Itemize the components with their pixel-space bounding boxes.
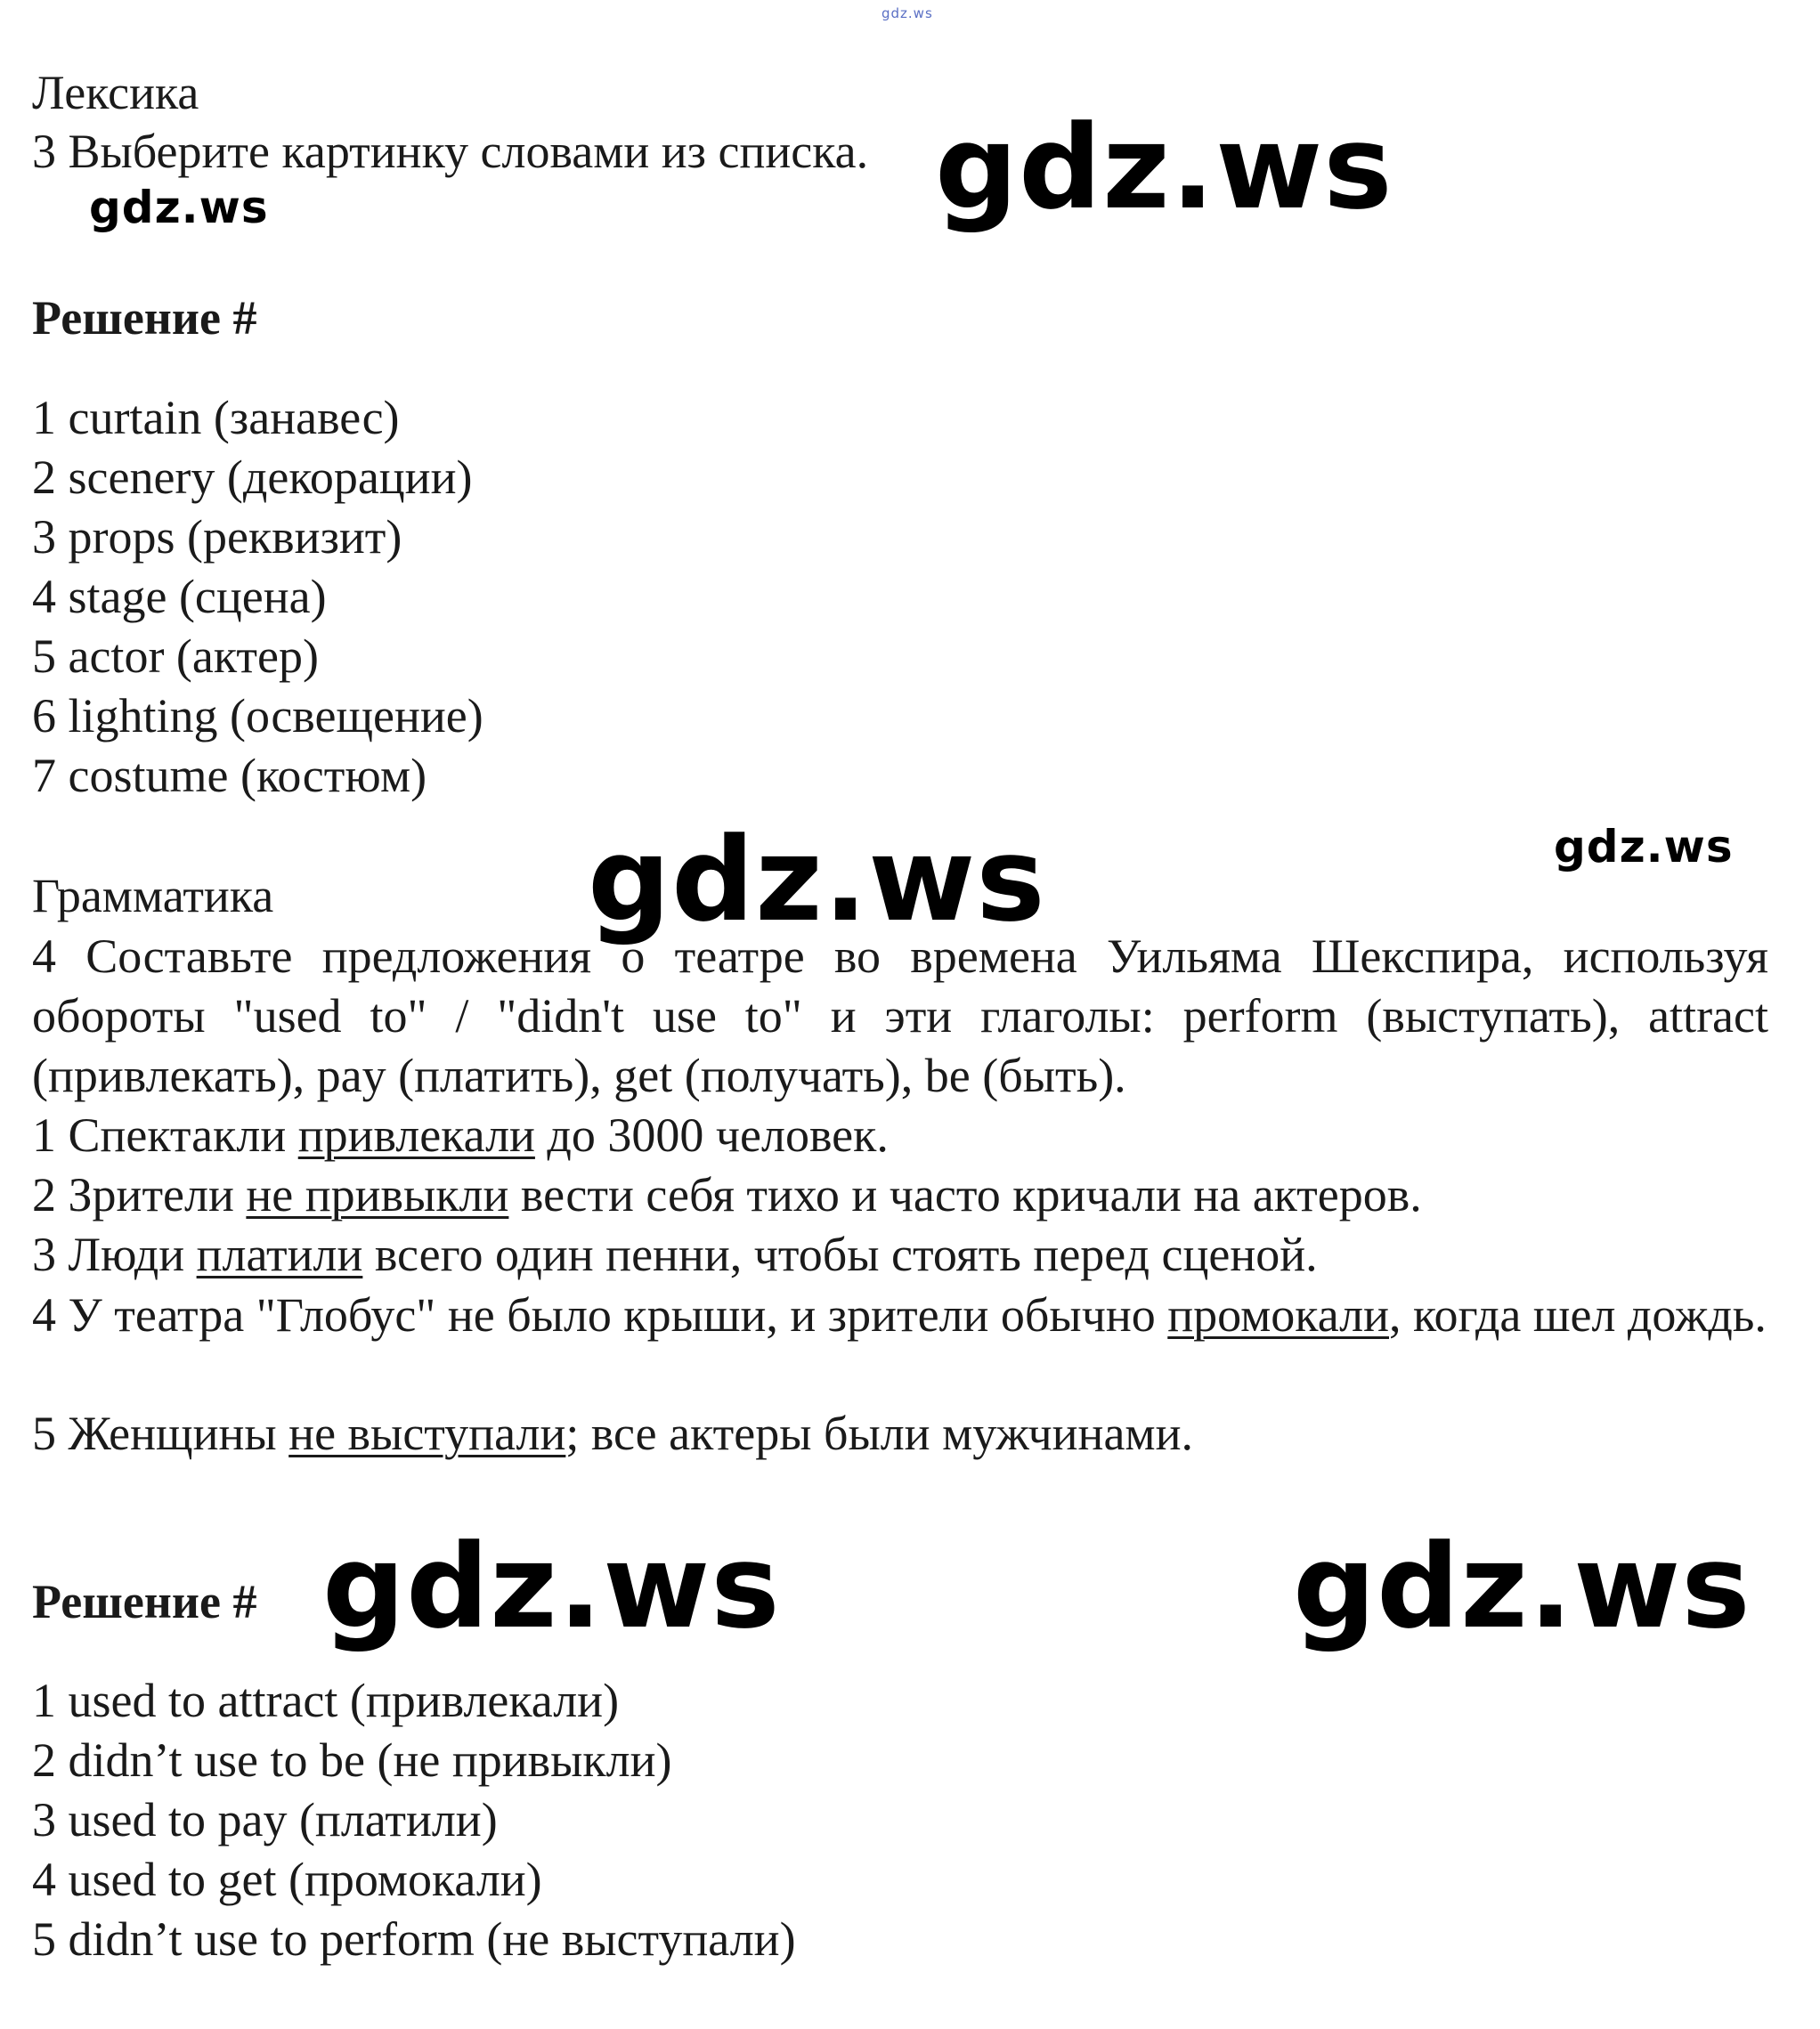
sentence-text: 3 Люди [32, 1228, 197, 1281]
sentence-text: 5 Женщины [32, 1407, 289, 1460]
sentence-line [32, 1107, 889, 1164]
sentence-text: вести себя тихо и часто кричали на актеров. [508, 1168, 1422, 1221]
watermark-top: gdz.ws [882, 5, 933, 21]
answer-line: 6 lighting (освещение) [32, 689, 483, 743]
watermark: gdz.ws [1293, 1519, 1751, 1654]
sentence-line [32, 1166, 1422, 1223]
answer-line: 5 actor (актер) [32, 629, 319, 683]
answer-line: 5 didn’t use to perform (не выступали) [32, 1912, 796, 1966]
underlined-verb: платили [196, 1228, 363, 1281]
sentence-text: всего один пенни, чтобы стоять перед сценой. [362, 1228, 1318, 1281]
section-heading-lexis: Лексика [32, 66, 199, 119]
answer-line: 4 stage (сцена) [32, 570, 327, 623]
answer-line: 2 didn’t use to be (не привыкли) [32, 1733, 672, 1787]
sentence-line [32, 1286, 1768, 1345]
sentence-text: , когда шел дождь. [1389, 1288, 1767, 1342]
answer-line: 7 costume (костюм) [32, 749, 427, 802]
task-4: 4 Составьте предложения о театре во времена Уильяма Шекспира, используя обороты "used to" / "didn't use to" и эти глаголы: perform (выступать), attract (привлекать), pay (платить), get (получать), be (быть). [32, 929, 1768, 1102]
watermark: gdz.ws [89, 182, 269, 233]
answer-line: 4 used to get (промокали) [32, 1853, 542, 1906]
watermark: gdz.ws [935, 100, 1393, 235]
watermark: gdz.ws [1554, 821, 1734, 872]
sentence-text: ; все актеры были мужчинами. [565, 1407, 1193, 1460]
sentence-line [32, 1226, 1318, 1283]
solution-label-1: Решение # [32, 291, 257, 345]
underlined-verb: привлекали [297, 1108, 535, 1162]
underlined-verb: промокали [1167, 1288, 1389, 1342]
sentence-text: 1 Спектакли [32, 1108, 298, 1162]
answer-line: 2 scenery (декорации) [32, 450, 473, 504]
sentence-text: 4 У театра "Глобус" не было крыши, и зрители обычно [32, 1288, 1168, 1342]
underlined-verb: не привыкли [246, 1168, 509, 1221]
sentence-text: до 3000 человек. [534, 1108, 889, 1162]
underlined-verb: не выступали [288, 1407, 566, 1460]
section-heading-grammar: Грамматика [32, 869, 274, 922]
answer-line: 1 curtain (занавес) [32, 391, 400, 444]
sentence-text: 2 Зрители [32, 1168, 247, 1221]
watermark: gdz.ws [588, 812, 1046, 947]
answer-line: 1 used to attract (привлекали) [32, 1674, 620, 1727]
sentence-line [32, 1405, 1193, 1462]
answer-line: 3 used to pay (платили) [32, 1793, 498, 1846]
task-3: 3 Выберите картинку словами из списка. [32, 125, 869, 178]
answer-line: 3 props (реквизит) [32, 510, 402, 564]
watermark: gdz.ws [322, 1519, 781, 1654]
solution-label-2: Решение # [32, 1575, 257, 1628]
